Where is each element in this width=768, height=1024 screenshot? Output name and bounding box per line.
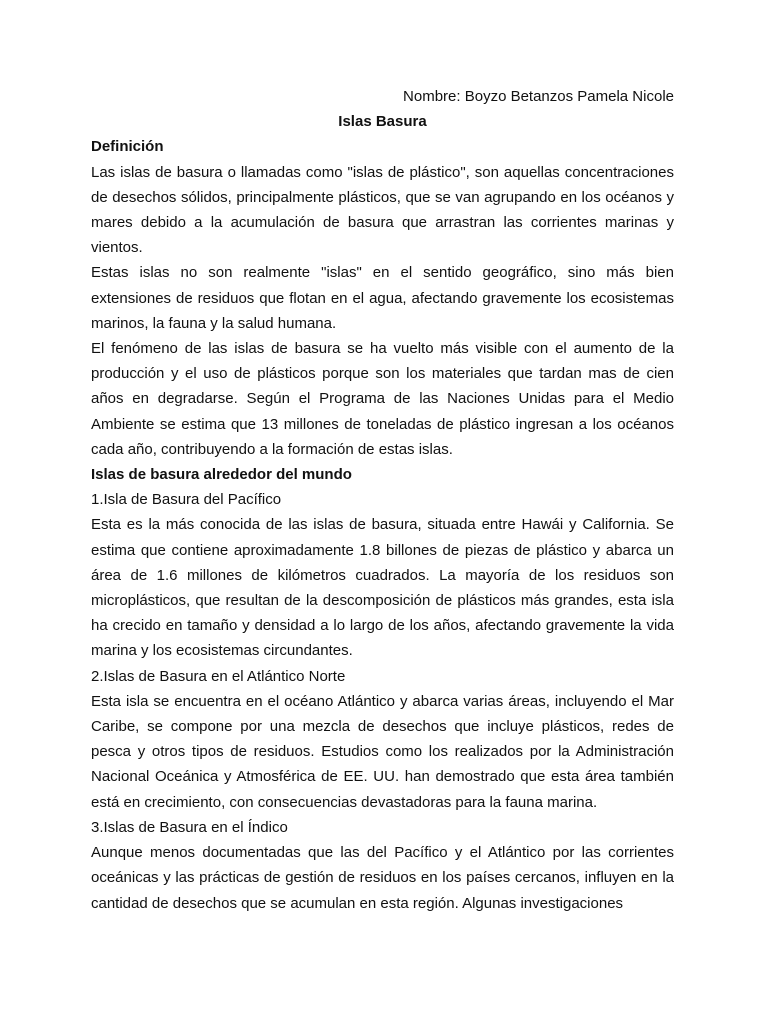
document-title: Islas Basura [338, 113, 427, 131]
atlantic-subheading: 2.Islas de Basura en el Atlántico Norte [91, 667, 346, 685]
atlantic-paragraph: Esta isla se encuentra en el océano Atlántico y abarca varias áreas, incluyendo el Mar Caribe, se compone por una mezcla de desechos que incluye plásticos, redes de pesca y otros tipos de residuos. Estudios como los realizados por la Administración Nacional Oceánica y Atmosférica de EE. UU. han demostrado que esta área también está en crecimiento, con consecuencias devastadoras para la fauna marina. [91, 692, 674, 811]
definition-heading: Definición [91, 138, 164, 156]
definition-paragraph: El fenómeno de las islas de basura se ha vuelto más visible con el aumento de la producción y el uso de plásticos porque son los materiales que tardan mas de cien años en degradarse. Según el Programa de las Naciones Unidas para el Medio Ambiente se estima que 13 millones de toneladas de plástico ingresan a los océanos cada año, contribuyendo a la formación de estas islas. [91, 340, 674, 458]
definition-paragraph: Estas islas no son realmente "islas" en el sentido geográfico, sino más bien extensiones de residuos que flotan en el agua, afectando gravemente los ecosistemas marinos, la fauna y la salud humana. [91, 264, 674, 332]
document-page [91, 84, 674, 916]
pacific-paragraph: Esta es la más conocida de las islas de basura, situada entre Hawái y California. Se estima que contiene aproximadamente 1.8 billones de piezas de plástico y abarca un área de 1.6 millones de kilómetros cuadrados. La mayoría de los residuos son microplásticos, que resultan de la descomposición de plásticos más grandes, esta isla ha crecido en tamaño y densidad a lo largo de los años, afectando gravemente la vida marina y los ecosistemas circundantes. [91, 516, 674, 660]
author-name: Nombre: Boyzo Betanzos Pamela Nicole [403, 88, 674, 105]
world-islands-heading: Islas de basura alrededor del mundo [91, 466, 352, 484]
definition-paragraph: Las islas de basura o llamadas como "islas de plástico", son aquellas concentraciones de desechos sólidos, principalmente plásticos, que se van agrupando en los océanos y mares debido a la acumulación de basura que arrastran las corrientes marinas y vientos. [91, 163, 674, 257]
indian-subheading: 3.Islas de Basura en el Índico [91, 818, 288, 836]
indian-paragraph: Aunque menos documentadas que las del Pacífico y el Atlántico por las corrientes oceánicas y las prácticas de gestión de residuos en los países cercanos, influyen en la cantidad de desechos que se acumulan en esta región. Algunas investigaciones [91, 844, 674, 912]
pacific-subheading: 1.Isla de Basura del Pacífico [91, 491, 282, 509]
